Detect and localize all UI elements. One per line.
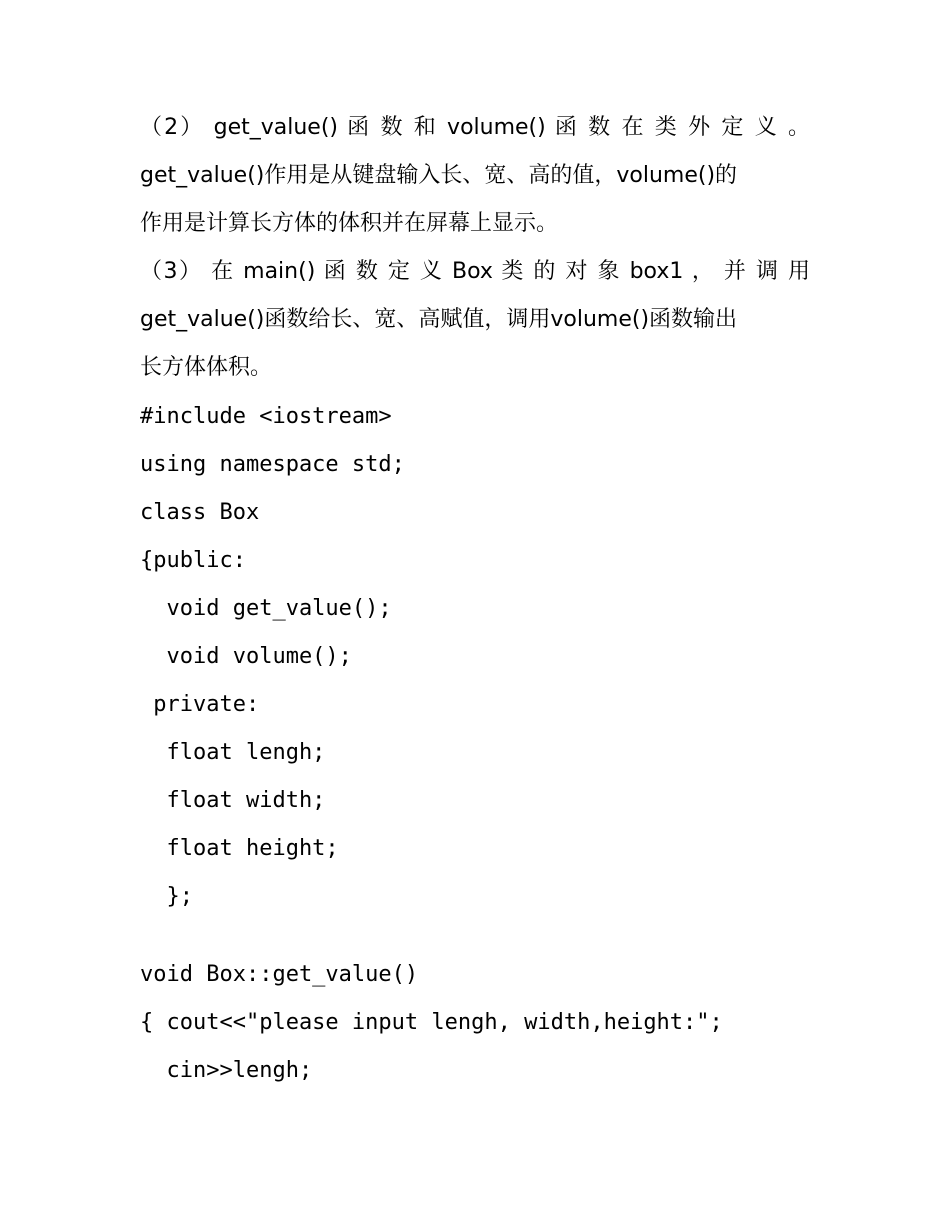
code-line-13: { cout<<"please input lengh, width,height:"; bbox=[140, 1010, 723, 1035]
code-line-6: void volume(); bbox=[140, 644, 352, 669]
code-line-4: {public: bbox=[140, 548, 246, 573]
text-line-4: （3） 在 main() 函 数 定 义 Box 类 的 对 象 box1 ， 并 调 用 bbox=[140, 259, 810, 284]
text-line-1: （2） get_value() 函 数 和 volume() 函 数 在 类 外 定 义 。 bbox=[140, 115, 810, 140]
text-line-6: 长方体体积。 bbox=[140, 355, 273, 380]
code-line-2: using namespace std; bbox=[140, 452, 405, 477]
code-line-14: cin>>lengh; bbox=[140, 1058, 313, 1083]
text-line-3: 作用是计算长方体的体积并在屏幕上显示。 bbox=[140, 211, 559, 236]
code-line-1: #include <iostream> bbox=[140, 404, 392, 429]
code-line-10: float height; bbox=[140, 836, 339, 861]
code-line-7: private: bbox=[140, 692, 260, 717]
code-line-12: void Box::get_value() bbox=[140, 962, 419, 987]
text-line-2: get_value()作用是从键盘输入长、宽、高的值，volume()的 bbox=[140, 163, 738, 188]
code-line-8: float lengh; bbox=[140, 740, 326, 765]
code-line-3: class Box bbox=[140, 500, 260, 525]
code-line-9: float width; bbox=[140, 788, 326, 813]
text-line-5: get_value()函数给长、宽、高赋值，调用volume()函数输出 bbox=[140, 307, 738, 332]
code-line-5: void get_value(); bbox=[140, 596, 392, 621]
code-line-11: }; bbox=[140, 884, 193, 909]
